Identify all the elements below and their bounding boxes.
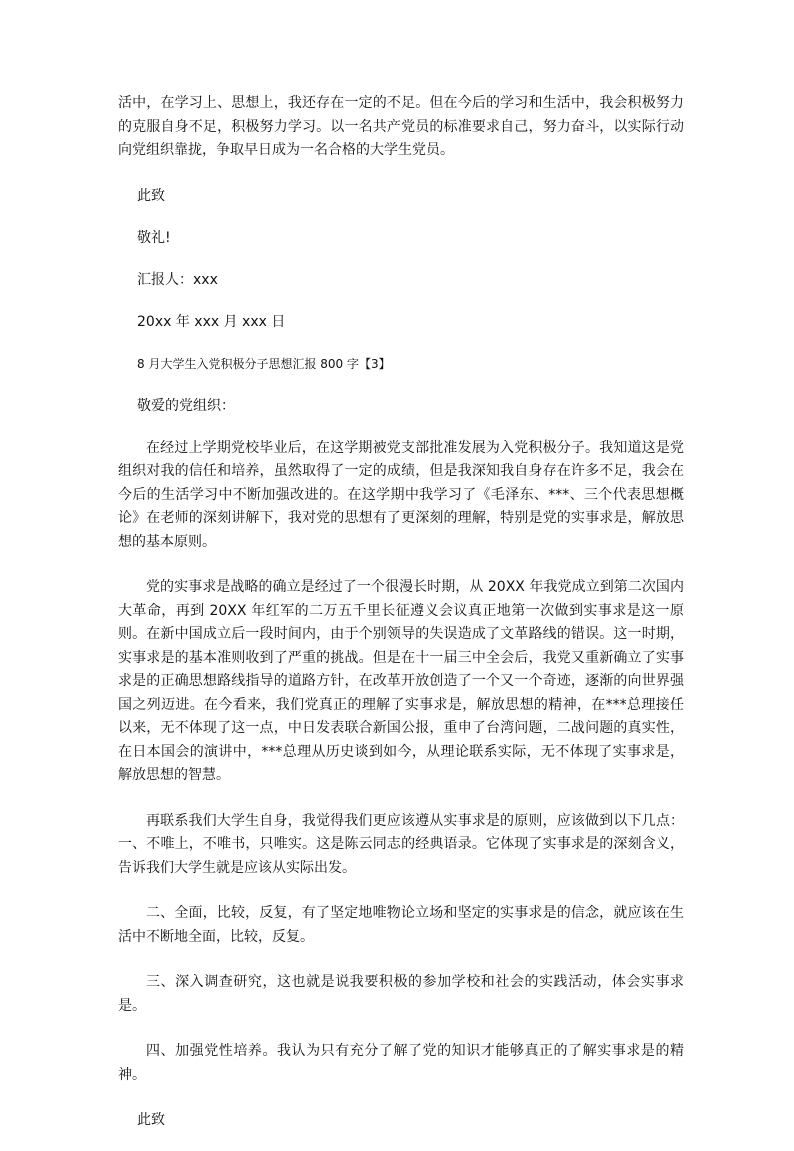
paragraph-point-two: 二、全面，比较，反复，有了坚定地唯物论立场和坚定的实事求是的信念，就应该在生活中不断地全面，比较，反复。 — [118, 905, 684, 945]
reporter-line: 汇报人：xxx — [137, 271, 218, 288]
paragraph-continuation: 活中，在学习上、思想上，我还存在一定的不足。但在今后的学习和生活中，我会积极努力的克服自身不足，积极努力学习。以一名共产党员的标准要求自己，努力奋斗，以实际行动向党组织靠拢，争取早日成为一名合格的大学生党员。 — [118, 95, 684, 158]
salutation: 敬礼! — [137, 229, 171, 246]
closing-phrase-final: 此致 — [137, 1112, 165, 1128]
paragraph-points-intro: 再联系我们大学生自身，我觉得我们更应该遵从实事求是的原则，应该做到以下几点：一、不唯上，不唯书，只唯实。这是陈云同志的经典语录。它体现了实事求是的深刻含义，告诉我们大学生就是应该从实际出发。 — [118, 812, 684, 876]
date-line: 20xx 年 xxx 月 xxx 日 — [137, 313, 286, 330]
paragraph-point-four: 四、加强党性培养。我认为只有充分了解了党的知识才能够真正的了解实事求是的精神。 — [118, 1043, 684, 1083]
paragraph-history: 党的实事求是战略的确立是经过了一个很漫长时期，从 20XX 年我党成立到第二次国内大革命，再到 20XX 年红军的二万五千里长征遵义会议真正地第一次做到实事求是这一原则。在新中国成立后一段时间内，由于个别领导的失误造成了文革路线的错误。这一时期，实事求是的基本准则收到了严重的挑战。但是在十一届三中全会后，我党又重新确立了实事求是的正确思想路线指导的道路方针，在改革开放创造了一个又一个奇迹，逐渐的向世界强国之列迈进。在今看来，我们党真正的理解了实事求是，解放思想的精神，在***总理接任以来，无不体现了这一点，中日发表联合新国公报，重申了台湾问题，二战问题的真实性，在日本国会的演讲中，***总理从历史谈到如今，从理论联系实际，无不体现了实事求是，解放思想的智慧。 — [118, 579, 684, 783]
document-page — [118, 92, 684, 1151]
paragraph-point-three: 三、深入调查研究，这也就是说我要积极的参加学校和社会的实践活动，体会实事求是。 — [118, 974, 684, 1014]
section-heading: 8 月大学生入党积极分子思想汇报 800 字【3】 — [137, 356, 391, 371]
closing-phrase: 此致 — [137, 187, 165, 204]
paragraph-intro: 在经过上学期党校毕业后，在这学期被党支部批准发展为入党积极分子。我知道这是党组织对我的信任和培养，虽然取得了一定的成绩，但是我深知我自身存在许多不足，我会在今后的生活学习中不断加强改进的。在这学期中我学习了《毛泽东、***、三个代表思想概论》在老师的深刻讲解下，我对党的思想有了更深刻的理解，特别是党的实事求是，解放思想的基本原则。 — [118, 439, 684, 550]
greeting: 敬爱的党组织： — [137, 397, 235, 414]
